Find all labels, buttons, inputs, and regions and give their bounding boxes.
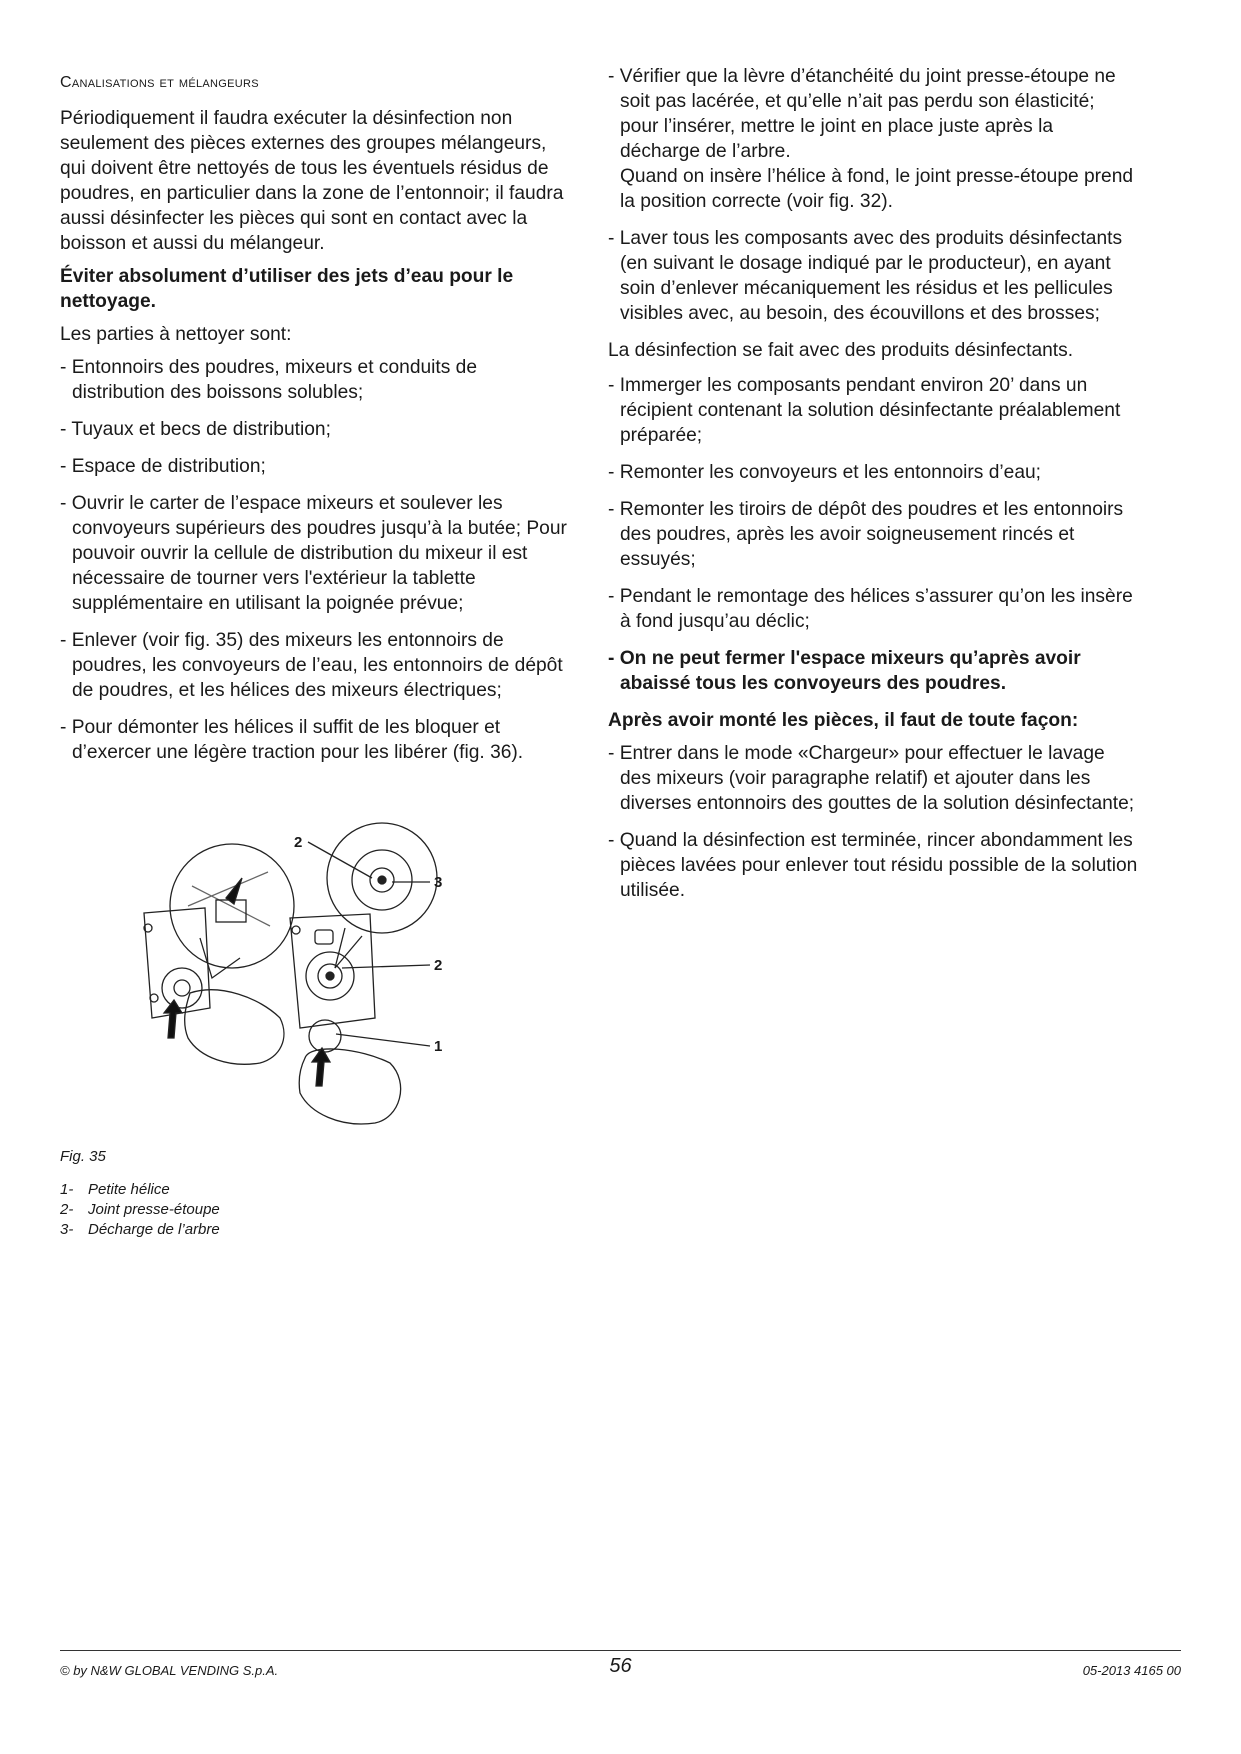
legend-number: 2- xyxy=(60,1201,74,1218)
legend-number: 1- xyxy=(60,1181,74,1198)
mixer-cup xyxy=(162,968,202,1008)
list-item xyxy=(608,64,1138,214)
leader-line xyxy=(336,1034,430,1046)
list-item: - Espace de distribution; xyxy=(60,456,266,477)
legend-text: Décharge de l’arbre xyxy=(88,1221,220,1238)
left-column xyxy=(60,64,570,777)
list-item-text: - Vérifier que la lèvre d’étanchéité du joint presse-étoupe ne soit pas lacérée, et qu’elle n’ait pas perdu son élasticité; pour l’insérer, mettre le joint en place juste après la décharge de l’arbre. xyxy=(608,66,1116,162)
figure-legend xyxy=(60,1180,220,1240)
callout-label: 2 xyxy=(434,957,443,974)
instructions-list-a xyxy=(608,64,1138,326)
legend-number: 3- xyxy=(60,1221,74,1238)
parts-intro: Les parties à nettoyer sont: xyxy=(60,324,292,345)
leader-line xyxy=(342,965,430,968)
instructions-list-c xyxy=(608,741,1138,903)
callout-label: 1 xyxy=(434,1038,443,1055)
list-item-note: Quand on insère l’hélice à fond, le joint presse-étoupe prend la position correcte (voir fig. 32). xyxy=(620,166,1134,212)
screw-icon xyxy=(292,926,300,934)
screw-icon xyxy=(150,994,158,1002)
hand-left xyxy=(185,990,284,1064)
list-item: - Remonter les convoyeurs et les entonnoirs d’eau; xyxy=(608,462,1042,483)
mixer-illustration xyxy=(130,818,530,1163)
arrow-up-icon xyxy=(164,1000,182,1038)
list-item: - Pour démonter les hélices il suffit de les bloquer et d’exercer une légère traction pour les libérer (fig. 36). xyxy=(60,717,524,763)
list-item: - Enlever (voir fig. 35) des mixeurs les entonnoirs de poudres, les convoyeurs de l’eau, les entonnoirs de dépôt de poudres, et les hélices des mixeurs électriques; xyxy=(60,630,563,701)
figure-caption: Fig. 35 xyxy=(60,1148,106,1165)
callout-label: 3 xyxy=(434,874,443,891)
list-item: - Entrer dans le mode «Chargeur» pour effectuer le lavage des mixeurs (voir paragraphe relatif) et ajouter dans les diverses entonnoirs des gouttes de la solution désinfectante; xyxy=(608,743,1135,814)
list-item: - Entonnoirs des poudres, mixeurs et conduits de distribution des boissons solubles; xyxy=(60,357,478,403)
disinfection-paragraph: La désinfection se fait avec des produits désinfectants. xyxy=(608,340,1074,361)
legend-text: Joint presse-étoupe xyxy=(88,1201,220,1218)
section-heading: Canalisations et mélangeurs xyxy=(60,74,259,91)
legend-text: Petite hélice xyxy=(88,1181,170,1198)
instructions-list-b xyxy=(608,373,1138,696)
list-item: - Pendant le remontage des hélices s’assurer qu’on les insère à fond jusqu’au déclic; xyxy=(608,586,1133,632)
parts-list xyxy=(60,355,570,765)
magnifier-pointer xyxy=(200,938,240,978)
warning-paragraph: Éviter absolument d’utiliser des jets d’eau pour le nettoyage. xyxy=(60,266,514,312)
arrow-up-icon xyxy=(312,1048,330,1086)
list-item: - Laver tous les composants avec des produits désinfectants (en suivant le dosage indiqué par le producteur), en ayant soin d’enlever mécaniquement les résidus et les pellicules visibles avec, au besoin, des écouvillons et des brosses; xyxy=(608,228,1123,324)
legend-row xyxy=(60,1200,220,1220)
callout-label: 2 xyxy=(294,834,303,851)
list-item: - Quand la désinfection est terminée, rincer abondamment les pièces lavées pour enlever tout résidu possible de la solution utilisée. xyxy=(608,830,1138,901)
list-item: - Immerger les composants pendant environ 20’ dans un récipient contenant la solution désinfectante préalablement préparée; xyxy=(608,375,1121,446)
page-footer xyxy=(60,1657,1181,1681)
legend-row xyxy=(60,1180,220,1200)
after-assembly-heading: Après avoir monté les pièces, il faut de toute façon: xyxy=(608,710,1079,731)
copyright: © by N&W GLOBAL VENDING S.p.A. xyxy=(60,1663,279,1678)
legend-row xyxy=(60,1220,220,1240)
list-item-bold: - On ne peut fermer l'espace mixeurs qu’après avoir abaissé tous les convoyeurs des poudres. xyxy=(608,648,1081,694)
magnifier-pointer-right xyxy=(335,928,362,968)
list-item: - Ouvrir le carter de l’espace mixeurs et soulever les convoyeurs supérieurs des poudres jusqu’à la butée; Pour pouvoir ouvrir la cellule de distribution du mixeur il est nécessaire de tourner vers l'extérieur la tablette supplémentaire en utilisant la poignée prévue; xyxy=(60,493,567,614)
list-item: - Tuyaux et becs de distribution; xyxy=(60,419,331,440)
document-code: 05-2013 4165 00 xyxy=(1082,1663,1181,1678)
right-column xyxy=(608,64,1138,915)
footer-divider xyxy=(60,1650,1181,1651)
page-number: 56 xyxy=(609,1655,632,1677)
list-item: - Remonter les tiroirs de dépôt des poudres et les entonnoirs des poudres, après les avoir soigneusement rincés et essuyés; xyxy=(608,499,1124,570)
intro-paragraph: Périodiquement il faudra exécuter la désinfection non seulement des pièces externes des groupes mélangeurs, qui doivent être nettoyés de tous les éventuels résidus de poudres, en particulier dans la zone de l’entonnoir; il faudra aussi désinfecter les pièces qui sont en contact avec la boisson et aussi du mélangeur. xyxy=(60,108,564,254)
leader-line xyxy=(308,842,372,878)
